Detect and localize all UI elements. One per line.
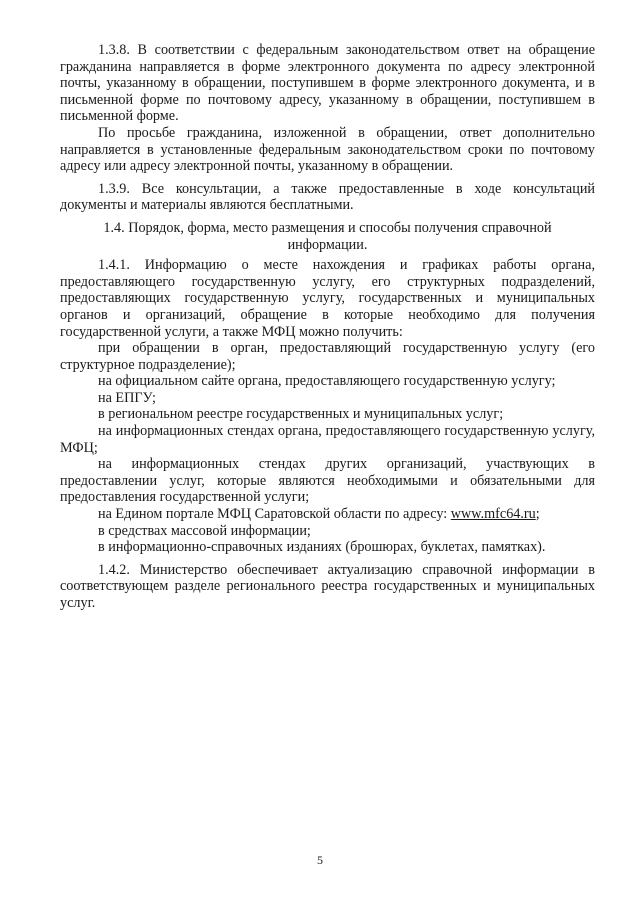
list-item-stands-organ: на информационных стендах органа, предоставляющего государственную услугу, МФЦ; xyxy=(60,423,595,456)
paragraph-1-3-9: 1.3.9. Все консультации, а также предоставленные в ходе консультаций документы и материалы являются бесплатными. xyxy=(60,180,595,214)
section-heading-1-4: 1.4. Порядок, форма, место размещения и способы получения справочной информации. xyxy=(103,219,552,253)
list-item-publications: в информационно-справочных изданиях (брошюрах, буклетах, памятках). xyxy=(98,539,546,556)
list-item-mfc-portal xyxy=(60,506,595,523)
mfc-portal-text: на Едином портале МФЦ Саратовской области по адресу: xyxy=(98,506,451,523)
list-item-stands-other: на информационных стендах других организаций, участвующих в предоставлении услуг, которые являются необходимыми и обязательными для предоставления государственной услуги; xyxy=(60,456,595,506)
paragraph-1-3-8: 1.3.8. В соответствии с федеральным законодательством ответ на обращение гражданина направляется в форме электронного документа по адресу электронной почты, указанному в обращении, поступившем в форме электронного документа, и в письменной форме по почтовому адресу, указанному в обращении, поступившем в письменной форме. xyxy=(60,42,595,125)
list-item-official-site: на официальном сайте органа, предоставляющего государственную услугу; xyxy=(98,373,556,390)
list-item-epgu: на ЕПГУ; xyxy=(98,389,156,406)
paragraph-1-4-2: 1.4.2. Министерство обеспечивает актуализацию справочной информации в соответствующем разделе регионального реестра государственных и муниципальных услуг. xyxy=(60,561,595,611)
paragraph-1-4-1: 1.4.1. Информацию о месте нахождения и графиках работы органа, предоставляющего государственную услугу, его структурных подразделений, предоставляющих государственную услугу, государственных и муниципальных органов и организаций, обращение в которые необходимо для получения государственной услуги, а также МФЦ можно получить: xyxy=(60,257,595,340)
mfc-portal-suffix: ; xyxy=(535,506,540,523)
mfc-portal-link[interactable]: www.mfc64.ru xyxy=(450,506,536,523)
list-item-organ: при обращении в орган, предоставляющий государственную услугу (его структурное подразделение); xyxy=(60,340,595,373)
paragraph-request: По просьбе гражданина, изложенной в обращении, ответ дополнительно направляется в установленные федеральным законодательством сроки по почтовому адресу или адресу электронной почты, указанному в обращении. xyxy=(60,124,595,175)
list-item-media: в средствах массовой информации; xyxy=(98,522,311,539)
page-number: 5 xyxy=(317,853,323,867)
document-page xyxy=(60,42,595,612)
list-item-regional-registry: в региональном реестре государственных и муниципальных услуг; xyxy=(98,406,504,423)
